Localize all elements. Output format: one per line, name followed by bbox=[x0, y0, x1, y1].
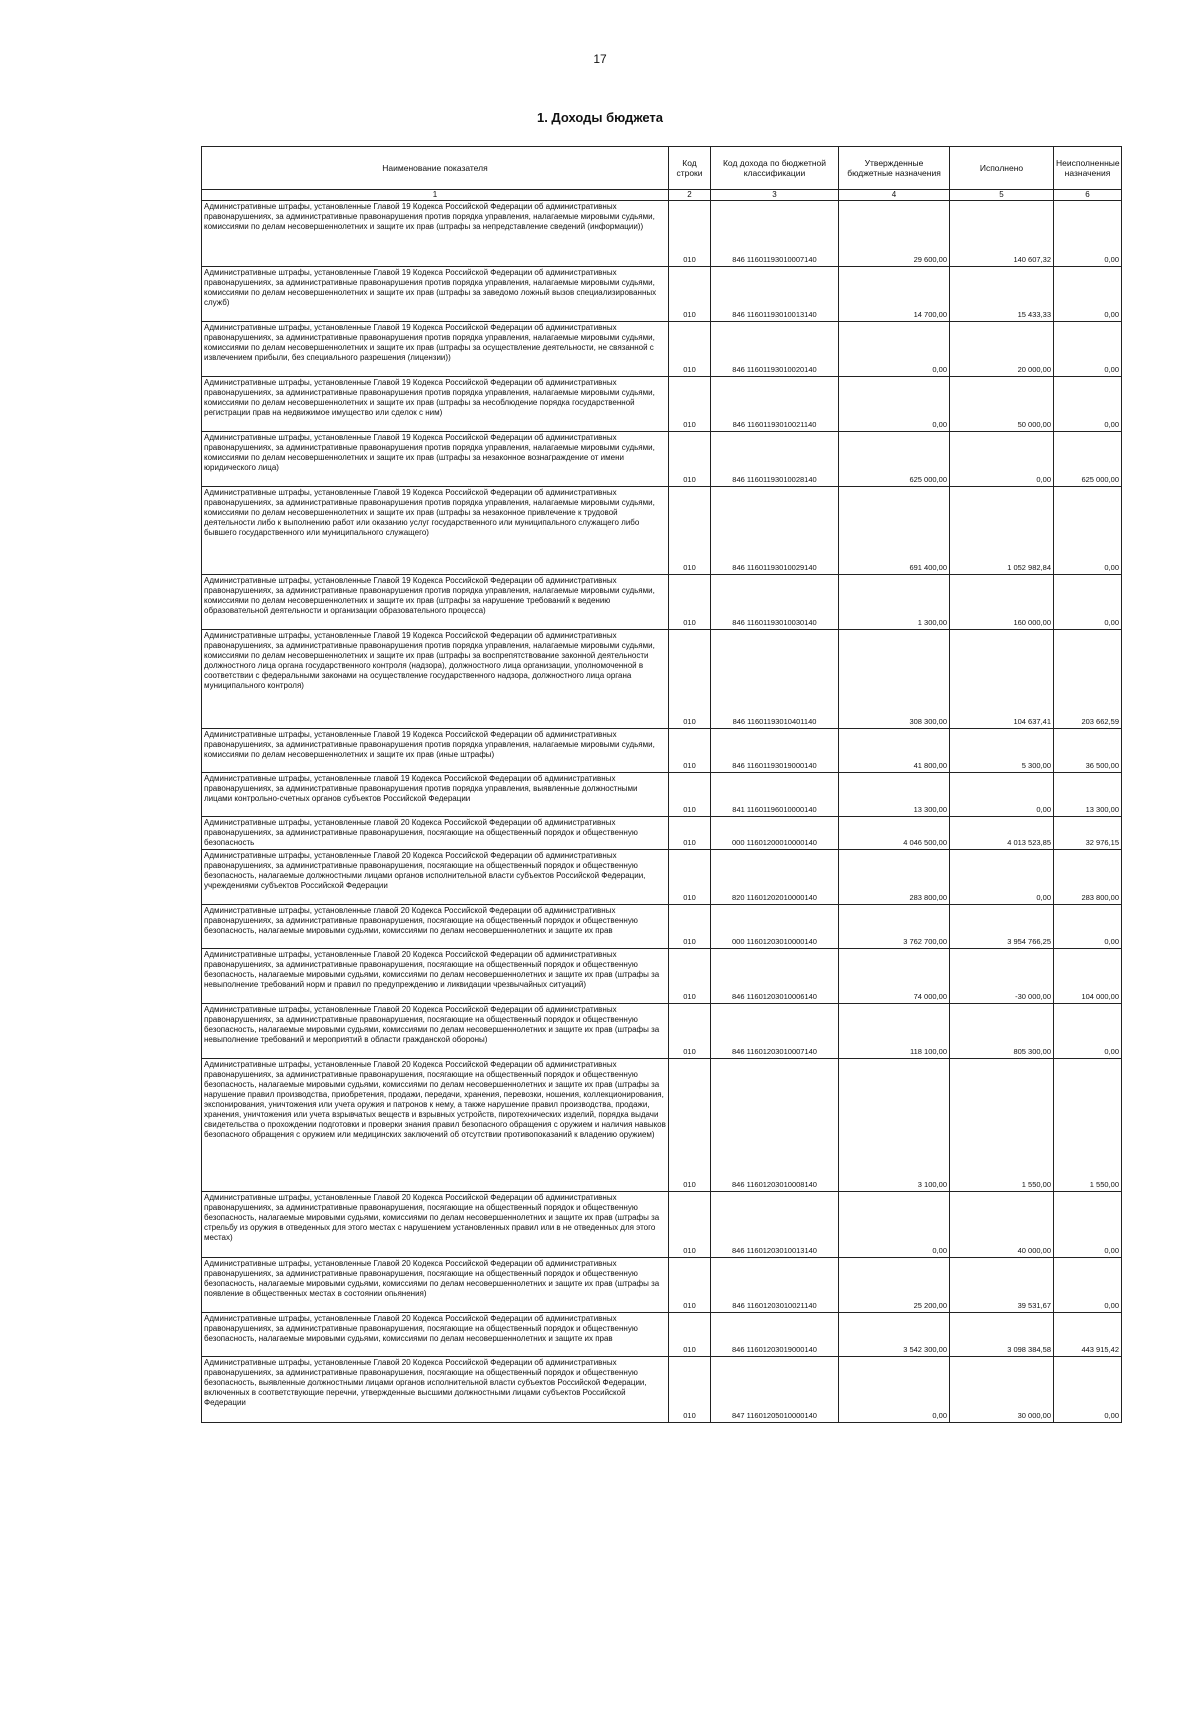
column-index: 5 bbox=[950, 190, 1054, 201]
executed-amount: 30 000,00 bbox=[950, 1357, 1054, 1423]
approved-amount: 3 100,00 bbox=[839, 1059, 950, 1192]
classification-code: 846 11601193010007140 bbox=[711, 201, 839, 267]
line-code: 010 bbox=[669, 850, 711, 905]
column-index: 4 bbox=[839, 190, 950, 201]
indicator-name: Административные штрафы, установленные Главой 20 Кодекса Российской Федерации об административных правонарушениях, за административные правонарушения, посягающие на общественный порядок и общественную безопасность, налагаемые мировыми судьями, комиссиями по делам несовершеннолетних и защите их прав (штрафы за невыполнение требований норм и правил по предупреждению и ликвидации чрезвычайных ситуаций) bbox=[202, 949, 669, 1004]
classification-code: 846 11601203010021140 bbox=[711, 1258, 839, 1313]
table-row bbox=[202, 1258, 1122, 1313]
column-header-executed: Исполнено bbox=[950, 147, 1054, 190]
line-code: 010 bbox=[669, 773, 711, 817]
classification-code: 846 11601203010013140 bbox=[711, 1192, 839, 1258]
approved-amount: 118 100,00 bbox=[839, 1004, 950, 1059]
executed-amount: 0,00 bbox=[950, 850, 1054, 905]
unexecuted-amount: 443 915,42 bbox=[1054, 1313, 1122, 1357]
classification-code: 846 11601193010021140 bbox=[711, 377, 839, 432]
executed-amount: 160 000,00 bbox=[950, 575, 1054, 630]
table-row bbox=[202, 1059, 1122, 1192]
indicator-name: Административные штрафы, установленные Главой 19 Кодекса Российской Федерации об административных правонарушениях, за административные правонарушения против порядка управления, налагаемые мировыми судьями, комиссиями по делам несовершеннолетних и защите их прав (штрафы за незаконное вознаграждение от имени юридического лица) bbox=[202, 432, 669, 487]
classification-code: 841 11601196010000140 bbox=[711, 773, 839, 817]
line-code: 010 bbox=[669, 1258, 711, 1313]
classification-code: 846 11601203010007140 bbox=[711, 1004, 839, 1059]
executed-amount: 0,00 bbox=[950, 773, 1054, 817]
approved-amount: 625 000,00 bbox=[839, 432, 950, 487]
indicator-name: Административные штрафы, установленные Главой 20 Кодекса Российской Федерации об административных правонарушениях, за административные правонарушения, посягающие на общественный порядок и общественную безопасность, налагаемые мировыми судьями, комиссиями по делам несовершеннолетних и защите их прав (штрафы за невыполнение требований и мероприятий в области гражданской обороны) bbox=[202, 1004, 669, 1059]
line-code: 010 bbox=[669, 432, 711, 487]
indicator-name: Административные штрафы, установленные Главой 20 Кодекса Российской Федерации об административных правонарушениях, за административные правонарушения, посягающие на общественный порядок и общественную безопасность, налагаемые мировыми судьями, комиссиями по делам несовершеннолетних и защите их прав (штрафы за появление в общественных местах в состоянии опьянения) bbox=[202, 1258, 669, 1313]
classification-code: 846 11601193010401140 bbox=[711, 630, 839, 729]
indicator-name: Административные штрафы, установленные Главой 19 Кодекса Российской Федерации об административных правонарушениях, за административные правонарушения против порядка управления, налагаемые мировыми судьями, комиссиями по делам несовершеннолетних и защите их прав (штрафы за воспрепятствование законной деятельности должностного лица органа государственного контроля (надзора), должностного лица организации, уполномоченной в соответствии с федеральными законами на осуществление государственного надзора, должностного лица органа муниципального контроля) bbox=[202, 630, 669, 729]
approved-amount: 4 046 500,00 bbox=[839, 817, 950, 850]
approved-amount: 308 300,00 bbox=[839, 630, 950, 729]
approved-amount: 691 400,00 bbox=[839, 487, 950, 575]
indicator-name: Административные штрафы, установленные Главой 20 Кодекса Российской Федерации об административных правонарушениях, за административные правонарушения, посягающие на общественный порядок и общественную безопасность, налагаемые мировыми судьями, комиссиями по делам несовершеннолетних и защите их прав (штрафы за нарушение правил производства, приобретения, продажи, передачи, хранения, перевозки, ношения, коллекционирования, экспонирования, уничтожения или учета оружия и патронов к нему, а также нарушение правил производства, продажи, хранения, уничтожения или учета взрывчатых веществ и взрывных устройств, пиротехнических изделий, порядка выдачи свидетельства о прохождении подготовки и проверки знания правил безопасного обращения с оружием и наличия навыков безопасного обращения с оружием или медицинских заключений об отсутствии противопоказаний к владению оружием) bbox=[202, 1059, 669, 1192]
classification-code: 820 11601202010000140 bbox=[711, 850, 839, 905]
executed-amount: 3 098 384,58 bbox=[950, 1313, 1054, 1357]
approved-amount: 74 000,00 bbox=[839, 949, 950, 1004]
indicator-name: Административные штрафы, установленные главой 19 Кодекса Российской Федерации об административных правонарушениях, за административные правонарушения против порядка управления, выявленные должностными лицами контрольно-счетных органов субъектов Российской Федерации bbox=[202, 773, 669, 817]
line-code: 010 bbox=[669, 1059, 711, 1192]
executed-amount: -30 000,00 bbox=[950, 949, 1054, 1004]
table-row bbox=[202, 1004, 1122, 1059]
unexecuted-amount: 104 000,00 bbox=[1054, 949, 1122, 1004]
unexecuted-amount: 0,00 bbox=[1054, 1357, 1122, 1423]
table-row bbox=[202, 201, 1122, 267]
unexecuted-amount: 203 662,59 bbox=[1054, 630, 1122, 729]
executed-amount: 15 433,33 bbox=[950, 267, 1054, 322]
line-code: 010 bbox=[669, 487, 711, 575]
executed-amount: 20 000,00 bbox=[950, 322, 1054, 377]
executed-amount: 1 052 982,84 bbox=[950, 487, 1054, 575]
classification-code: 000 11601203010000140 bbox=[711, 905, 839, 949]
table-row bbox=[202, 377, 1122, 432]
executed-amount: 805 300,00 bbox=[950, 1004, 1054, 1059]
budget-revenue-table bbox=[201, 146, 1122, 1423]
executed-amount: 3 954 766,25 bbox=[950, 905, 1054, 949]
indicator-name: Административные штрафы, установленные Главой 19 Кодекса Российской Федерации об административных правонарушениях, за административные правонарушения против порядка управления, налагаемые мировыми судьями, комиссиями по делам несовершеннолетних и защите их прав (штрафы за осуществление деятельности, не связанной с извлечением прибыли, без специального разрешения (лицензии)) bbox=[202, 322, 669, 377]
executed-amount: 5 300,00 bbox=[950, 729, 1054, 773]
line-code: 010 bbox=[669, 1192, 711, 1258]
indicator-name: Административные штрафы, установленные главой 20 Кодекса Российской Федерации об административных правонарушениях, за административные правонарушения, посягающие на общественный порядок и общественную безопасность bbox=[202, 817, 669, 850]
indicator-name: Административные штрафы, установленные Главой 20 Кодекса Российской Федерации об административных правонарушениях, за административные правонарушения, посягающие на общественный порядок и общественную безопасность, налагаемые должностными лицами органов исполнительной власти субъектов Российской Федерации, учреждениями субъектов Российской Федерации bbox=[202, 850, 669, 905]
table-row bbox=[202, 630, 1122, 729]
classification-code: 847 11601205010000140 bbox=[711, 1357, 839, 1423]
approved-amount: 29 600,00 bbox=[839, 201, 950, 267]
line-code: 010 bbox=[669, 630, 711, 729]
indicator-name: Административные штрафы, установленные Главой 19 Кодекса Российской Федерации об административных правонарушениях, за административные правонарушения против порядка управления, налагаемые мировыми судьями, комиссиями по делам несовершеннолетних и защите их прав (штрафы за непредставление сведений (информации)) bbox=[202, 201, 669, 267]
table-row bbox=[202, 267, 1122, 322]
unexecuted-amount: 0,00 bbox=[1054, 201, 1122, 267]
table-row bbox=[202, 817, 1122, 850]
executed-amount: 104 637,41 bbox=[950, 630, 1054, 729]
indicator-name: Административные штрафы, установленные Главой 20 Кодекса Российской Федерации об административных правонарушениях, за административные правонарушения, посягающие на общественный порядок и общественную безопасность, выявленные должностными лицами органов исполнительной власти субъектов Российской Федерации, включенных в соответствующие перечни, утвержденные высшими должностными лицами субъектов Российской Федерации bbox=[202, 1357, 669, 1423]
table-row bbox=[202, 773, 1122, 817]
table-row bbox=[202, 487, 1122, 575]
column-index-row bbox=[202, 190, 1122, 201]
line-code: 010 bbox=[669, 201, 711, 267]
unexecuted-amount: 0,00 bbox=[1054, 267, 1122, 322]
line-code: 010 bbox=[669, 905, 711, 949]
unexecuted-amount: 32 976,15 bbox=[1054, 817, 1122, 850]
unexecuted-amount: 0,00 bbox=[1054, 377, 1122, 432]
table-body bbox=[202, 201, 1122, 1423]
approved-amount: 14 700,00 bbox=[839, 267, 950, 322]
table-row bbox=[202, 432, 1122, 487]
table-row bbox=[202, 850, 1122, 905]
column-index: 6 bbox=[1054, 190, 1122, 201]
line-code: 010 bbox=[669, 817, 711, 850]
line-code: 010 bbox=[669, 322, 711, 377]
unexecuted-amount: 0,00 bbox=[1054, 905, 1122, 949]
line-code: 010 bbox=[669, 267, 711, 322]
classification-code: 846 11601193010028140 bbox=[711, 432, 839, 487]
classification-code: 846 11601193010020140 bbox=[711, 322, 839, 377]
executed-amount: 1 550,00 bbox=[950, 1059, 1054, 1192]
unexecuted-amount: 36 500,00 bbox=[1054, 729, 1122, 773]
classification-code: 846 11601203010008140 bbox=[711, 1059, 839, 1192]
table-row bbox=[202, 905, 1122, 949]
unexecuted-amount: 0,00 bbox=[1054, 575, 1122, 630]
table-row bbox=[202, 729, 1122, 773]
executed-amount: 40 000,00 bbox=[950, 1192, 1054, 1258]
executed-amount: 0,00 bbox=[950, 432, 1054, 487]
table-row bbox=[202, 949, 1122, 1004]
line-code: 010 bbox=[669, 1313, 711, 1357]
table-row bbox=[202, 1192, 1122, 1258]
column-header-classification-code: Код дохода по бюджетной классификации bbox=[711, 147, 839, 190]
unexecuted-amount: 1 550,00 bbox=[1054, 1059, 1122, 1192]
column-header-approved: Утвержденные бюджетные назначения bbox=[839, 147, 950, 190]
indicator-name: Административные штрафы, установленные Главой 20 Кодекса Российской Федерации об административных правонарушениях, за административные правонарушения, посягающие на общественный порядок и общественную безопасность, налагаемые мировыми судьями, комиссиями по делам несовершеннолетних и защите их прав (штрафы за стрельбу из оружия в отведенных для этого местах с нарушением установленных правил или в не отведенных для этого местах) bbox=[202, 1192, 669, 1258]
approved-amount: 3 542 300,00 bbox=[839, 1313, 950, 1357]
unexecuted-amount: 0,00 bbox=[1054, 1004, 1122, 1059]
table-row bbox=[202, 1357, 1122, 1423]
column-header-line-code: Код строки bbox=[669, 147, 711, 190]
unexecuted-amount: 0,00 bbox=[1054, 322, 1122, 377]
classification-code: 846 11601193010030140 bbox=[711, 575, 839, 630]
classification-code: 846 11601193010029140 bbox=[711, 487, 839, 575]
column-header-name: Наименование показателя bbox=[202, 147, 669, 190]
indicator-name: Административные штрафы, установленные Главой 19 Кодекса Российской Федерации об административных правонарушениях, за административные правонарушения против порядка управления, налагаемые мировыми судьями, комиссиями по делам несовершеннолетних и защите их прав (штрафы за незаконное привлечение к трудовой деятельности либо к выполнению работ или оказанию услуг государственного или муниципального служащего либо бывшего государственного или муниципального служащего) bbox=[202, 487, 669, 575]
classification-code: 846 11601203019000140 bbox=[711, 1313, 839, 1357]
unexecuted-amount: 0,00 bbox=[1054, 1258, 1122, 1313]
executed-amount: 39 531,67 bbox=[950, 1258, 1054, 1313]
table-header-row bbox=[202, 147, 1122, 190]
approved-amount: 13 300,00 bbox=[839, 773, 950, 817]
approved-amount: 0,00 bbox=[839, 1192, 950, 1258]
column-index: 3 bbox=[711, 190, 839, 201]
table-row bbox=[202, 1313, 1122, 1357]
approved-amount: 0,00 bbox=[839, 1357, 950, 1423]
classification-code: 846 11601193019000140 bbox=[711, 729, 839, 773]
approved-amount: 283 800,00 bbox=[839, 850, 950, 905]
classification-code: 846 11601193010013140 bbox=[711, 267, 839, 322]
unexecuted-amount: 283 800,00 bbox=[1054, 850, 1122, 905]
line-code: 010 bbox=[669, 1004, 711, 1059]
column-index: 1 bbox=[202, 190, 669, 201]
column-index: 2 bbox=[669, 190, 711, 201]
line-code: 010 bbox=[669, 377, 711, 432]
indicator-name: Административные штрафы, установленные главой 20 Кодекса Российской Федерации об административных правонарушениях, за административные правонарушения, посягающие на общественный порядок и общественную безопасность, налагаемые мировыми судьями, комиссиями по делам несовершеннолетних и защите их прав bbox=[202, 905, 669, 949]
executed-amount: 140 607,32 bbox=[950, 201, 1054, 267]
classification-code: 846 11601203010006140 bbox=[711, 949, 839, 1004]
approved-amount: 41 800,00 bbox=[839, 729, 950, 773]
executed-amount: 4 013 523,85 bbox=[950, 817, 1054, 850]
page-title: 1. Доходы бюджета bbox=[536, 110, 664, 125]
approved-amount: 0,00 bbox=[839, 322, 950, 377]
table-row bbox=[202, 575, 1122, 630]
executed-amount: 50 000,00 bbox=[950, 377, 1054, 432]
line-code: 010 bbox=[669, 949, 711, 1004]
unexecuted-amount: 0,00 bbox=[1054, 487, 1122, 575]
table-row bbox=[202, 322, 1122, 377]
indicator-name: Административные штрафы, установленные Главой 19 Кодекса Российской Федерации об административных правонарушениях, за административные правонарушения против порядка управления, налагаемые мировыми судьями, комиссиями по делам несовершеннолетних и защите их прав (штрафы за заведомо ложный вызов специализированных служб) bbox=[202, 267, 669, 322]
line-code: 010 bbox=[669, 1357, 711, 1423]
line-code: 010 bbox=[669, 575, 711, 630]
indicator-name: Административные штрафы, установленные Главой 19 Кодекса Российской Федерации об административных правонарушениях, за административные правонарушения против порядка управления, налагаемые мировыми судьями, комиссиями по делам несовершеннолетних и защите их прав (штрафы за нарушение требований к ведению образовательной деятельности и организации образовательного процесса) bbox=[202, 575, 669, 630]
approved-amount: 0,00 bbox=[839, 377, 950, 432]
unexecuted-amount: 13 300,00 bbox=[1054, 773, 1122, 817]
indicator-name: Административные штрафы, установленные Главой 19 Кодекса Российской Федерации об административных правонарушениях, за административные правонарушения против порядка управления, налагаемые мировыми судьями, комиссиями по делам несовершеннолетних и защите их прав (штрафы за несоблюдение порядка государственной регистрации прав на недвижимое имущество или сделок с ним) bbox=[202, 377, 669, 432]
unexecuted-amount: 0,00 bbox=[1054, 1192, 1122, 1258]
approved-amount: 25 200,00 bbox=[839, 1258, 950, 1313]
approved-amount: 1 300,00 bbox=[839, 575, 950, 630]
indicator-name: Административные штрафы, установленные Главой 19 Кодекса Российской Федерации об административных правонарушениях, за административные правонарушения против порядка управления, налагаемые мировыми судьями, комиссиями по делам несовершеннолетних и защите их прав (иные штрафы) bbox=[202, 729, 669, 773]
indicator-name: Административные штрафы, установленные Главой 20 Кодекса Российской Федерации об административных правонарушениях, за административные правонарушения, посягающие на общественный порядок и общественную безопасность, налагаемые мировыми судьями, комиссиями по делам несовершеннолетних и защите их прав bbox=[202, 1313, 669, 1357]
column-header-unexecuted: Неисполненные назначения bbox=[1054, 147, 1122, 190]
unexecuted-amount: 625 000,00 bbox=[1054, 432, 1122, 487]
approved-amount: 3 762 700,00 bbox=[839, 905, 950, 949]
page-number: 17 bbox=[593, 52, 607, 66]
classification-code: 000 11601200010000140 bbox=[711, 817, 839, 850]
line-code: 010 bbox=[669, 729, 711, 773]
